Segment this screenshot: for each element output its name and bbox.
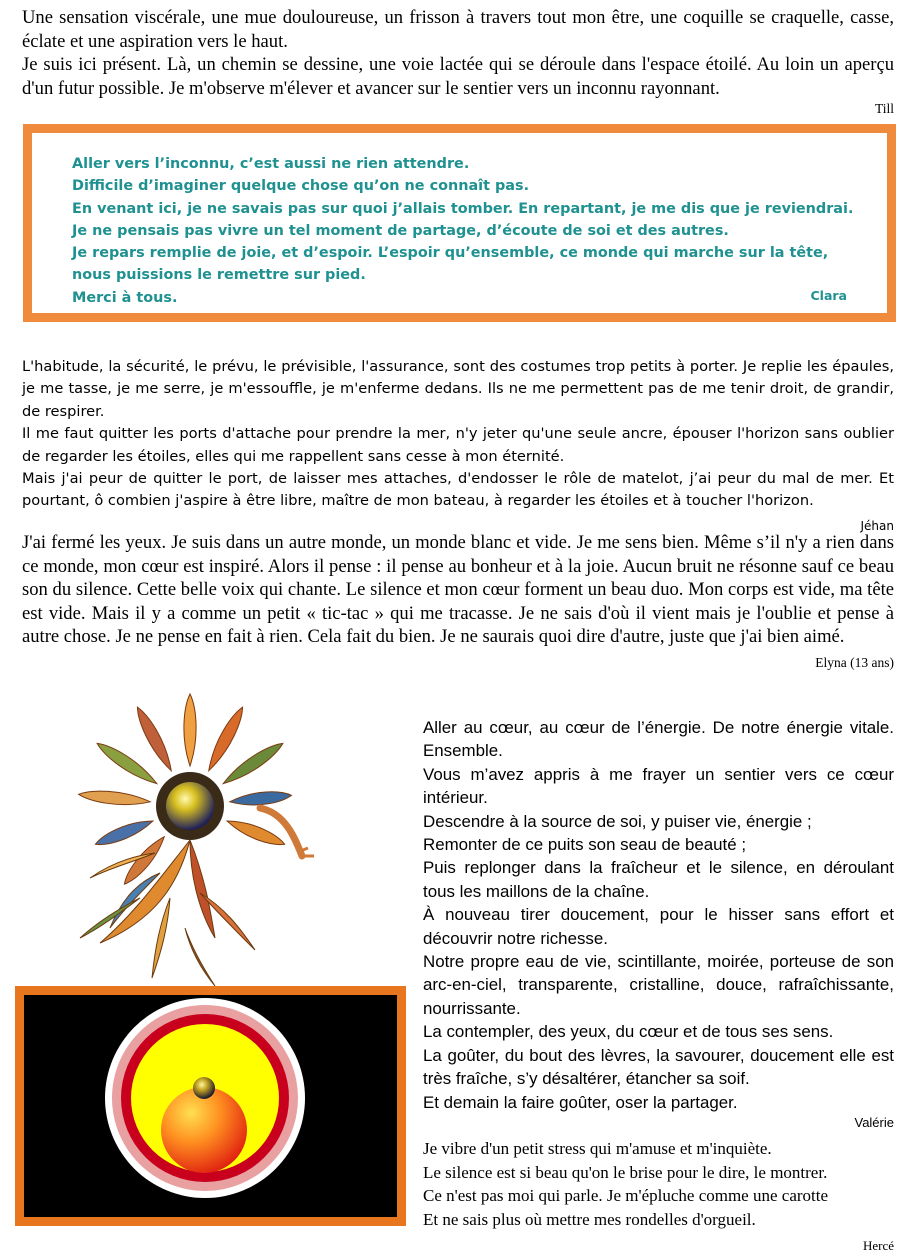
signature-elyna: Elyna (13 ans) — [815, 654, 894, 670]
signature-valerie: Valérie — [854, 1114, 894, 1130]
text-block-till — [22, 6, 894, 118]
paragraph: Remonter de ce puits son seau de beauté ; — [423, 835, 747, 855]
paragraph: Vous m’avez appris à me frayer un sentier vers ce cœur intérieur. — [423, 764, 894, 808]
signature-till: Till — [874, 101, 894, 116]
quote-line: En venant ici, je ne savais pas sur quoi j’allais tomber. En repartant, je me dis que je reviendrai. — [72, 200, 854, 217]
text-block-valerie — [423, 716, 894, 1132]
paragraph: L'habitude, la sécurité, le prévu, le prévisible, l'assurance, sont des costumes trop petits à porter. Je replie les épaules, je me tasse, je me serre, je m'essouffle, je m'enferme dedans. Ils ne me permettent pas de me tenir droit, de grandir, de respirer. — [22, 358, 894, 420]
paragraph: Il me faut quitter les ports d'attache pour prendre la mer, n'y jeter qu'une seule ancre, épouser l'horizon sans oublier de regarder les étoiles, elles qui me rappellent sans cesse à mon éternité. — [22, 425, 894, 465]
verse-line: Je vibre d'un petit stress qui m'amuse et m'inquiète. — [423, 1139, 772, 1158]
paragraph: Descendre à la source de soi, y puiser vie, énergie ; — [423, 811, 812, 831]
mosaic-sunflower-figure-icon — [40, 688, 370, 988]
quote-box-clara — [23, 124, 896, 322]
paragraph: J'ai fermé les yeux. Je suis dans un autre monde, un monde blanc et vide. Je me sens bien. Même s’il n'y a rien dans ce monde, mon cœur est inspiré. Alors il pense : il pense au bonheur et à la joie. Aucun bruit ne résonne sauf ce beau son du silence. Cette belle voix qui chante. Le silence et mon cœur forment un beau duo. Mon corps est vide, ma tête est vide. Mais il y a comme un petit « tic-tac » qui me tracasse. Je ne sais d'où il vient mais je l'oublie et pense à autre chose. Je ne pense en fait à rien. Cela fait du bien. Je ne saurais quoi dire d'autre, juste que j'ai bien aimé. — [22, 532, 894, 648]
text-block-jehan — [22, 356, 894, 535]
paragraph: À nouveau tirer doucement, pour le hisser sans effort et découvrir notre richesse. — [423, 905, 894, 948]
paragraph: Et demain la faire goûter, oser la partager. — [423, 1092, 738, 1112]
concentric-sun-circles-icon — [15, 986, 406, 1226]
text-block-elyna — [22, 531, 894, 672]
verse-line: Et ne sais plus où mettre mes rondelles d'orgueil. — [423, 1209, 756, 1229]
paragraph: Mais j'ai peur de quitter le port, de laisser mes attaches, d'endosser le rôle de matelot, j’ai peur du mal de mer. Et pourtant, ô combien j'aspire à être libre, maître de mon bateau, à regarder les étoiles et à toucher l'horizon. — [22, 470, 894, 510]
paragraph: Puis replonger dans la fraîcheur et le silence, en déroulant tous les maillons de la chaîne. — [423, 858, 894, 901]
quote-line: Merci à tous. — [72, 289, 178, 306]
quote-line: Je repars remplie de joie, et d’espoir. L’espoir qu’ensemble, ce monde qui marche sur la tête, — [72, 245, 829, 262]
paragraph: Je suis ici présent. Là, un chemin se dessine, une voie lactée qui se déroule dans l'espace étoilé. Au loin un aperçu d'un futur possible. Je m'observe m'élever et avancer sur le sentier vers un inconnu rayonnant. — [22, 54, 894, 99]
paragraph: Notre propre eau de vie, scintillante, moirée, porteuse de son arc-en-ciel, transparente, cristalline, douce, rafraîchissante, nourrissante. — [423, 952, 894, 1018]
quote-line: Difficile d’imaginer quelque chose qu’on ne connaît pas. — [72, 178, 530, 195]
signature-clara: Clara — [810, 288, 847, 303]
quote-line: nous puissions le remettre sur pied. — [72, 267, 366, 284]
quote-line: Aller vers l’inconnu, c’est aussi ne rien attendre. — [72, 156, 470, 172]
signature-jehan: Jéhan — [860, 518, 894, 533]
quote-line: Je ne pensais pas vivre un tel moment de partage, d’écoute de soi et des autres. — [72, 222, 729, 239]
quote-text-clara — [72, 153, 852, 309]
paragraph: Aller au cœur, au cœur de l’énergie. De notre énergie vitale. Ensemble. — [423, 718, 894, 761]
verse-line: Ce n'est pas moi qui parle. Je m'épluche comme une carotte — [423, 1186, 829, 1205]
verse-line: Le silence est si beau qu'on le brise pour le dire, le montrer. — [423, 1162, 828, 1182]
paragraph: Une sensation viscérale, une mue douloureuse, un frisson à travers tout mon être, une coquille se craquelle, casse, éclate et une aspiration vers le haut. — [22, 7, 894, 52]
paragraph: La contempler, des yeux, du cœur et de tous ses sens. — [423, 1022, 834, 1042]
paragraph: La goûter, du bout des lèvres, la savourer, doucement elle est très fraîche, s’y désaltérer, étancher sa soif. — [423, 1045, 894, 1089]
text-block-herce — [423, 1137, 894, 1255]
signature-herce: Hercé — [862, 1238, 894, 1253]
